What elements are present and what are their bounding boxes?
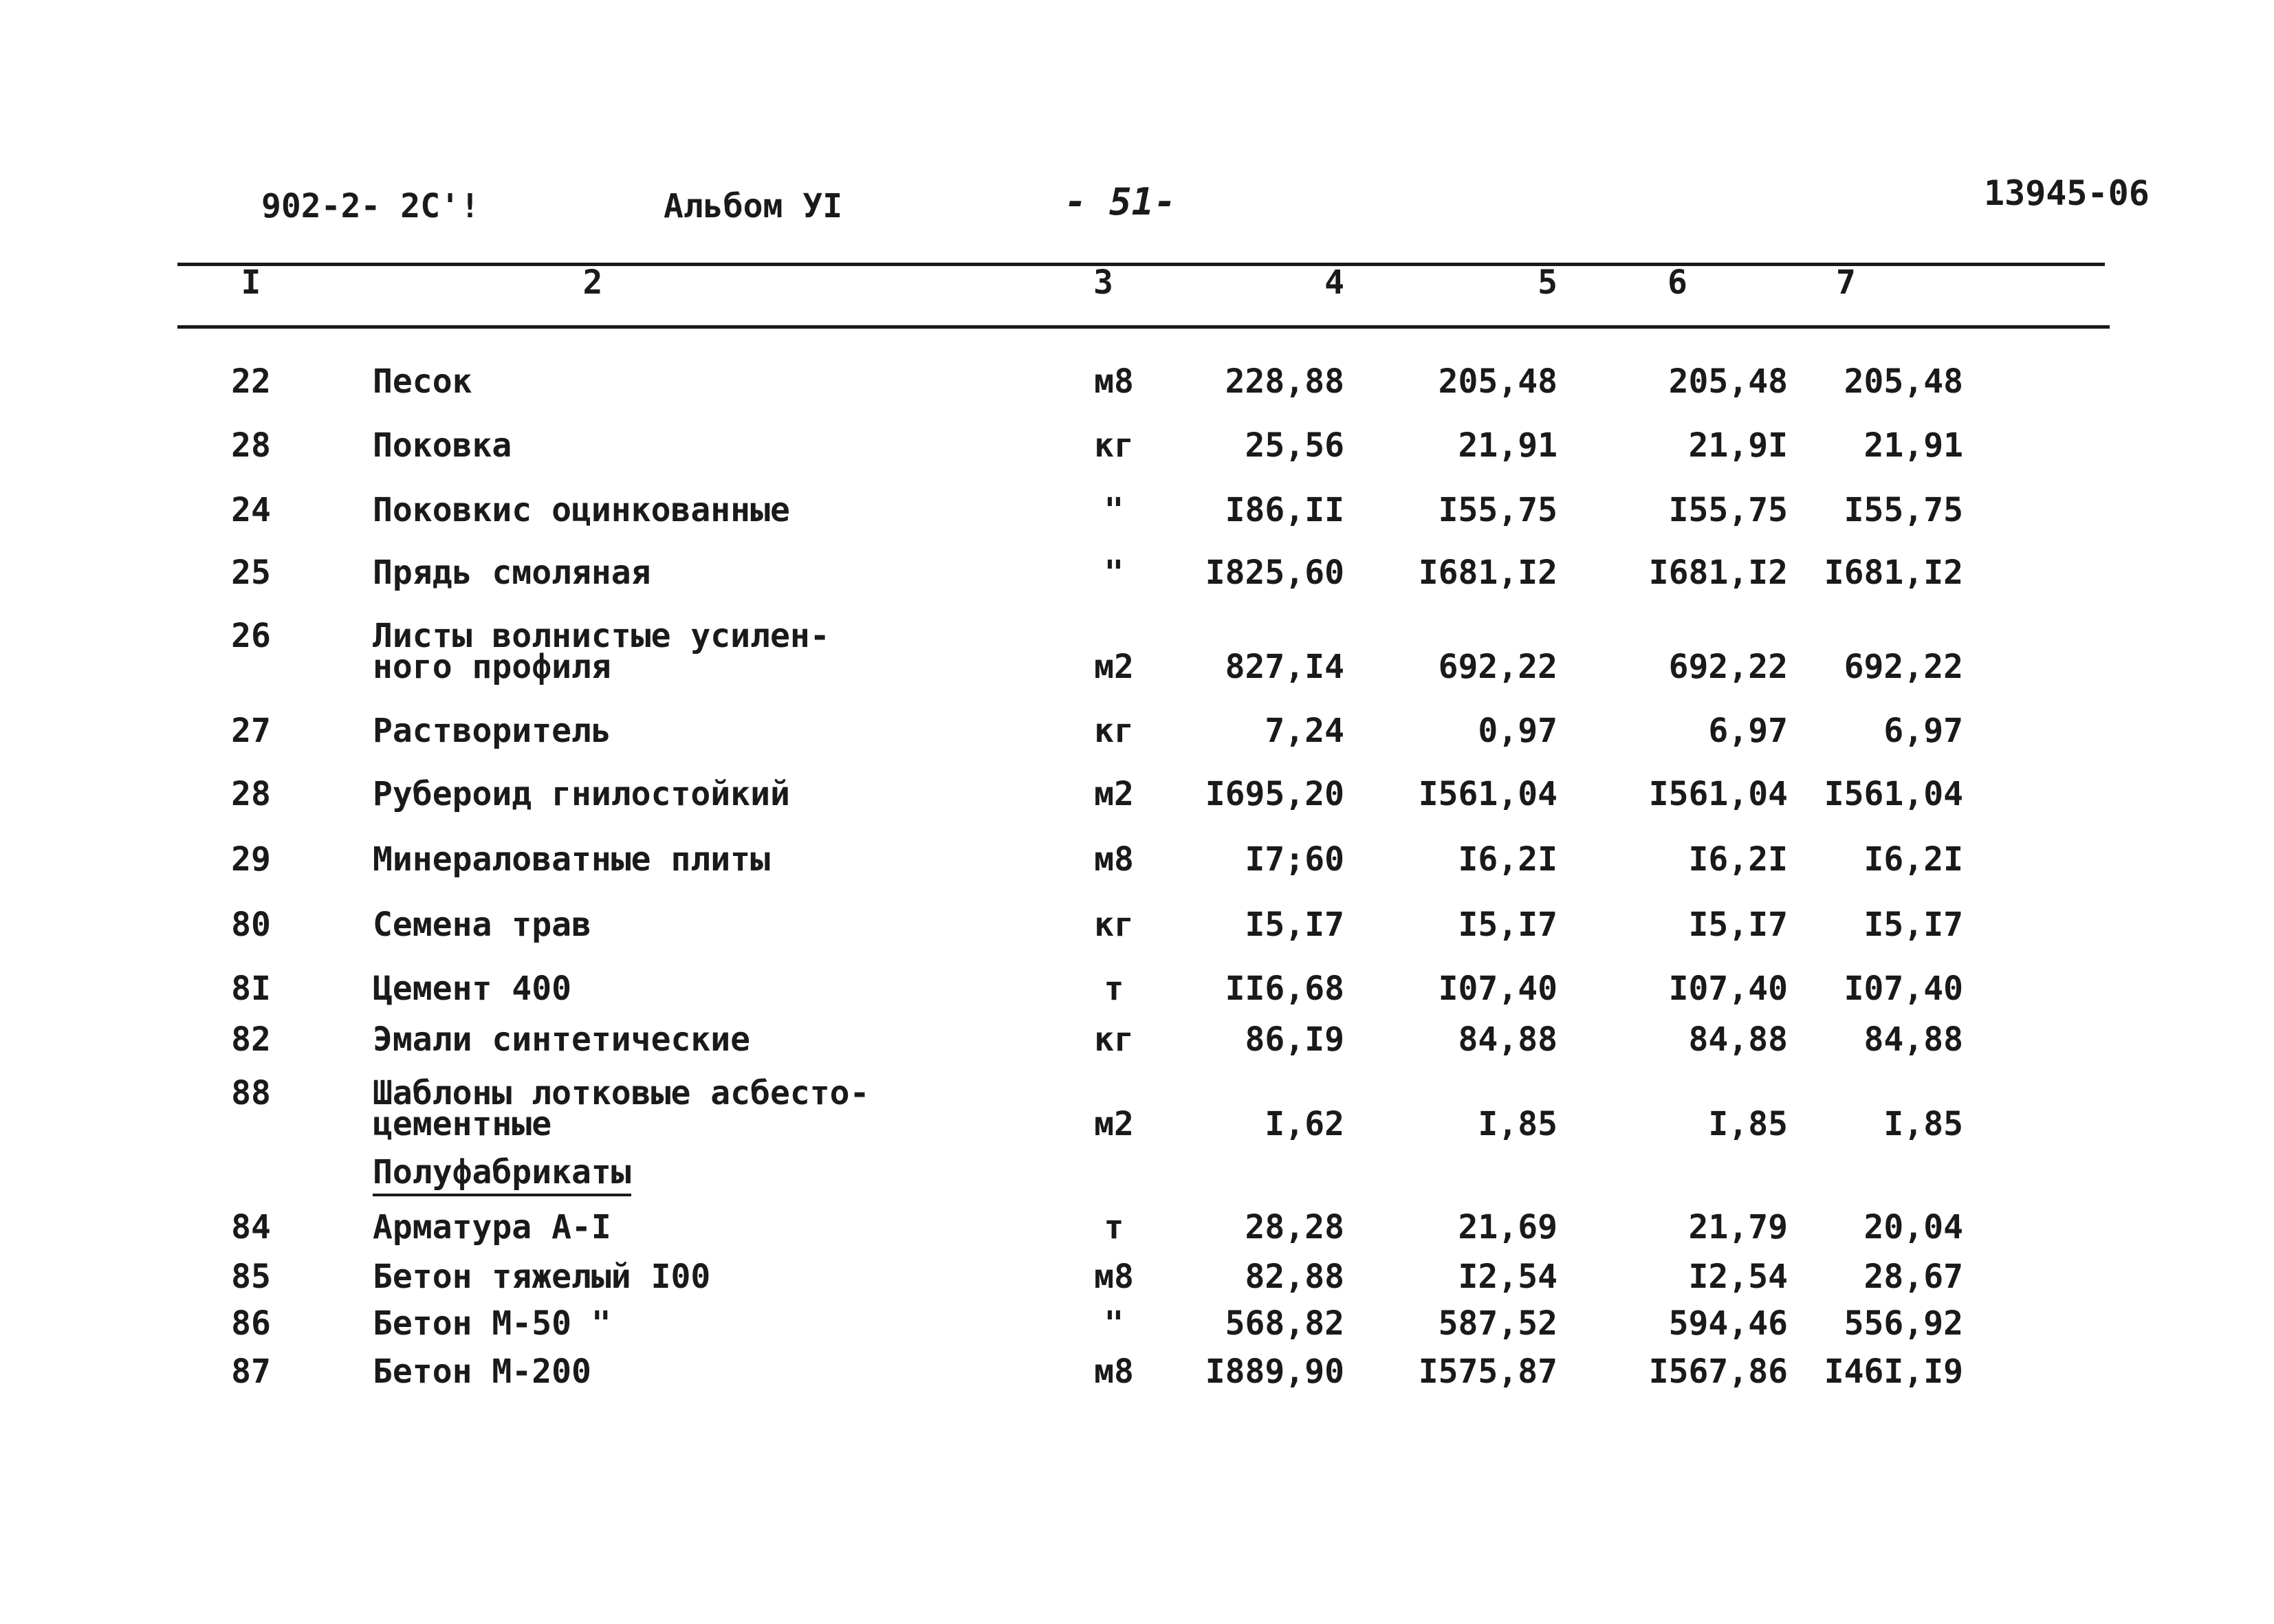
value-col-4: II6,68	[1225, 969, 1344, 1008]
material-name: Бетон М-200	[373, 1352, 591, 1391]
material-name: Бетон тяжелый I00	[373, 1258, 711, 1296]
material-name: цементные	[373, 1105, 552, 1143]
value-col-4: I825,60	[1205, 553, 1344, 592]
value-col-4: 25,56	[1245, 426, 1344, 465]
value-col-4: 568,82	[1225, 1304, 1344, 1343]
value-col-5: 692,22	[1438, 648, 1557, 686]
value-col-4: 86,I9	[1245, 1020, 1344, 1059]
unit: кг	[1094, 906, 1134, 944]
material-name: Эмали синтетические	[373, 1020, 751, 1059]
value-col-4: I5,I7	[1245, 906, 1344, 944]
value-col-4: 827,I4	[1225, 648, 1344, 686]
value-col-5: 587,52	[1438, 1304, 1557, 1343]
unit: кг	[1094, 1020, 1134, 1059]
material-name: ного профиля	[373, 648, 611, 686]
unit: кг	[1094, 712, 1134, 750]
value-col-5: 21,91	[1458, 426, 1557, 465]
material-name: Минераловатные плиты	[373, 840, 770, 879]
value-col-7: 84,88	[1863, 1020, 1963, 1059]
value-col-7: I561,04	[1824, 775, 1963, 813]
material-name: Бетон М-50 "	[373, 1304, 611, 1343]
value-col-7: 205,48	[1844, 362, 1963, 401]
value-col-4: I,62	[1265, 1105, 1344, 1143]
material-name: Поковка	[373, 426, 512, 465]
value-col-7: I6,2I	[1863, 840, 1963, 879]
material-name: Поковкис оцинкованные	[373, 491, 790, 529]
value-col-6: I6,2I	[1688, 840, 1788, 879]
value-col-5: I681,I2	[1418, 553, 1557, 592]
value-col-4: 82,88	[1245, 1258, 1344, 1296]
unit: т	[1104, 969, 1124, 1008]
row-number: 88	[231, 1074, 271, 1112]
unit: м8	[1094, 840, 1134, 879]
row-number: 87	[231, 1352, 271, 1391]
table-header-rule	[177, 325, 2110, 329]
value-col-5: 205,48	[1438, 362, 1557, 401]
material-name: Растворитель	[373, 712, 611, 750]
unit: м8	[1094, 1258, 1134, 1296]
value-col-7: I,85	[1883, 1105, 1963, 1143]
value-col-5: I55,75	[1438, 491, 1557, 529]
value-col-7: I55,75	[1844, 491, 1963, 529]
value-col-7: I681,I2	[1824, 553, 1963, 592]
value-col-5: I,85	[1478, 1105, 1557, 1143]
row-number: 86	[231, 1304, 271, 1343]
value-col-7: I07,40	[1844, 969, 1963, 1008]
value-col-6: 692,22	[1668, 648, 1788, 686]
unit: "	[1104, 491, 1124, 529]
value-col-7: 28,67	[1863, 1258, 1963, 1296]
value-col-6: 21,79	[1688, 1208, 1788, 1247]
value-col-6: I07,40	[1668, 969, 1788, 1008]
value-col-4: 28,28	[1245, 1208, 1344, 1247]
value-col-6: 594,46	[1668, 1304, 1788, 1343]
unit: "	[1104, 1304, 1124, 1343]
value-col-4: 228,88	[1225, 362, 1344, 401]
value-col-5: I5,I7	[1458, 906, 1557, 944]
section-title: Полуфабрикаты	[373, 1155, 631, 1196]
material-name: Цемент 400	[373, 969, 571, 1008]
material-name: Семена трав	[373, 906, 591, 944]
value-col-4: I695,20	[1205, 775, 1344, 813]
column-header: 2	[582, 263, 603, 302]
unit: кг	[1094, 426, 1134, 465]
row-number: 84	[231, 1208, 271, 1247]
unit: м2	[1094, 775, 1134, 813]
material-name: Рубероид гнилостойкий	[373, 775, 790, 813]
column-header: 6	[1668, 263, 1687, 302]
value-col-6: I5,I7	[1688, 906, 1788, 944]
row-number: 8I	[231, 969, 271, 1008]
value-col-7: I46I,I9	[1824, 1352, 1963, 1391]
row-number: 25	[231, 553, 271, 592]
value-col-5: 21,69	[1458, 1208, 1557, 1247]
value-col-6: I2,54	[1688, 1258, 1788, 1296]
value-col-4: 7,24	[1265, 712, 1344, 750]
value-col-7: 692,22	[1844, 648, 1963, 686]
value-col-7: 6,97	[1883, 712, 1963, 750]
row-number: 24	[231, 491, 271, 529]
value-col-5: 0,97	[1478, 712, 1557, 750]
row-number: 29	[231, 840, 271, 879]
material-name: Шаблоны лотковые асбесто-	[373, 1074, 870, 1112]
column-header: 5	[1538, 263, 1557, 302]
unit: м8	[1094, 1352, 1134, 1391]
value-col-5: I07,40	[1438, 969, 1557, 1008]
value-col-7: 21,91	[1863, 426, 1963, 465]
column-header: 3	[1093, 263, 1113, 302]
row-number: 82	[231, 1020, 271, 1059]
material-name: Листы волнистые усилен-	[373, 617, 830, 655]
value-col-6: 205,48	[1668, 362, 1788, 401]
value-col-6: 84,88	[1688, 1020, 1788, 1059]
column-header: I	[241, 263, 261, 302]
row-number: 85	[231, 1258, 271, 1296]
value-col-7: 556,92	[1844, 1304, 1963, 1343]
sheet-code: 13945-06	[1984, 173, 2150, 213]
value-col-6: I561,04	[1648, 775, 1788, 813]
value-col-6: 6,97	[1708, 712, 1788, 750]
unit: т	[1104, 1208, 1124, 1247]
album-label: Альбом УI	[664, 187, 843, 226]
row-number: 27	[231, 712, 271, 750]
value-col-5: 84,88	[1458, 1020, 1557, 1059]
row-number: 26	[231, 617, 271, 655]
value-col-6: I681,I2	[1648, 553, 1788, 592]
unit: м2	[1094, 648, 1134, 686]
row-number: 22	[231, 362, 271, 401]
value-col-5: I561,04	[1418, 775, 1557, 813]
unit: "	[1104, 553, 1124, 592]
value-col-5: I575,87	[1418, 1352, 1557, 1391]
material-name: Прядь смоляная	[373, 553, 651, 592]
value-col-5: I2,54	[1458, 1258, 1557, 1296]
value-col-4: I86,II	[1225, 491, 1344, 529]
column-header: 7	[1836, 263, 1856, 302]
value-col-4: I889,90	[1205, 1352, 1344, 1391]
page-number: - 51-	[1064, 180, 1177, 223]
value-col-6: I,85	[1708, 1105, 1788, 1143]
row-number: 28	[231, 775, 271, 813]
document-code: 902-2- 2С'!	[261, 187, 480, 226]
value-col-7: 20,04	[1863, 1208, 1963, 1247]
value-col-5: I6,2I	[1458, 840, 1557, 879]
value-col-6: I567,86	[1648, 1352, 1788, 1391]
unit: м2	[1094, 1105, 1134, 1143]
value-col-4: I7;60	[1245, 840, 1344, 879]
material-name: Песок	[373, 362, 472, 401]
value-col-7: I5,I7	[1863, 906, 1963, 944]
unit: м8	[1094, 362, 1134, 401]
material-name: Арматура А-I	[373, 1208, 611, 1247]
row-number: 80	[231, 906, 271, 944]
row-number: 28	[231, 426, 271, 465]
value-col-6: I55,75	[1668, 491, 1788, 529]
value-col-6: 21,9I	[1688, 426, 1788, 465]
column-header: 4	[1324, 263, 1344, 302]
